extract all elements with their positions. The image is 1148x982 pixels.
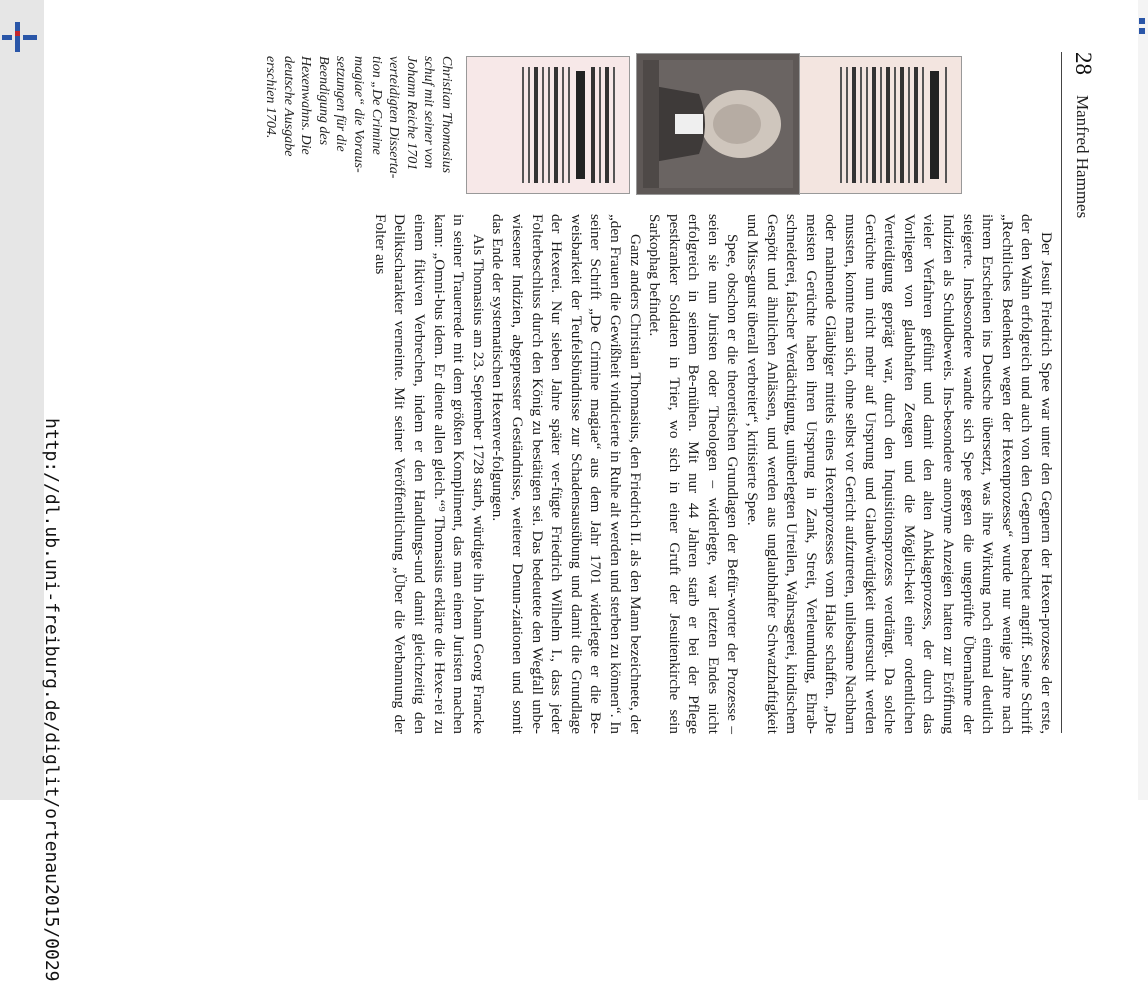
figure-portrait-thomasius xyxy=(636,53,800,195)
paragraph: Der Jesuit Friedrich Spee war unter den Gegnern der Hexen-prozesse der erste, der den Wahn erfolgreich und auch von den Gegnern beachtet angriff. Seine Schrift „Rechtliches Bedenken wegen der Hexenprozesse“ wurde nur wenige Jahre nach ihrem Erscheinen ins Deutsche übersetzt, was ihre Wirkung noch einmal deutlich steigerte. Insbesondere wandte sich Spee gegen die ungeprüfte Übernahme der Indizien als Schuldbeweis. Ins-besondere anonyme Anzeigen hatten zur Eröffnung vieler Verfahren geführt und damit den alten Anklageprozess, der durch das Vorliegen von glaubhaften Zeugen und die Möglich-keit einer ordentlichen Verteidigung geprägt war, durch den Inquisitionsprozess verdrängt. Da solche Gerüchte nun nicht mehr auf Ursprung und Glaubwürdigkeit untersucht werden mussten, konnte man sich, ohne selbst vor Gericht aufzutreten, unliebsame Nachbarn oder mahnende Gläubiger mittels eines Hexenprozesses vom Halse schaffen. „Die meisten Gerüchte haben ihren Ursprung in Zank, Streit, Verleumdung, Ehrab-schneiderei, falscher Verdächtigung, unüberlegten Urteilen, Wahrsagerei, kindischem Gespött und ähnlichen Anlässen, und werden aus unglaubhafter Schwatzhaftigkeit und Miss-gunst überall verbreitet“, kritisierte Spee. xyxy=(744,214,1055,734)
figure-caption: Christian Thomasius schuf mit seiner von Johann Reiche 1701 verteidigten Disserta-tion „De Crimine magiae“ die Voraus-setzungen für die Beendigung des Hexenwahns. Die deutsche Ausgabe erschien 1704. xyxy=(263,56,454,179)
source-url-link[interactable]: http://dl.ub.uni-freiburg.de/diglit/ortenau2015/0029 xyxy=(41,418,62,982)
paragraph: Spee, obschon er die theoretischen Grundlagen der Befür-worter der Prozesse – seien sie nun Juristen oder Theologen – widerlegte, war letzten Endes nicht erfolgreich in seinem Be-mühen. Mit nur 44 Jahren starb er bei der Pflege pestkranker Soldaten in Trier, wo sich in einer Gruft der Jesuitenkirche sein Sarkophag befindet. xyxy=(646,214,742,734)
page-number: 28 xyxy=(1071,52,1096,75)
figure-title-page-latin xyxy=(798,56,962,194)
scanned-page xyxy=(41,0,1148,982)
body-text xyxy=(370,214,1056,734)
paragraph: Ganz anders Christian Thomasius, den Friedrich II. als den Mann bezeichnete, der „den Frauen die Gewißheit vindicierte in Ruhe alt werden und sterben zu können“. In seiner Schrift „De Crimine magiae“ aus dem Jahr 1701 widerlegte er die Be-weisbarkeit der Teufelsbündnisse zur Schadensausübung und damit die Grundlage der Hexerei. Nur sieben Jahre später ver-fügte Friedrich Wilhelm I., dass jeder Folterbeschluss durch den König zu bestätigen sei. Das bedeutete den Wegfall unbe-wiesener Indizien, abgepresster Geständnisse, weiterer Denun-ziationen und somit das Ende der systematischen Hexenver-folgungen. xyxy=(489,214,644,734)
figure-title-page-german xyxy=(466,56,630,194)
left-margin-strip xyxy=(0,0,44,800)
header-rule xyxy=(1061,52,1062,733)
paragraph: Als Thomasius am 23. September 1728 starb, würdigte ihn Johann Georg Francke in seiner Trauerrede mit dem größten Kompliment, das man einem Juristen machen kann: „Omni-bus idem. Er diente allen gleich.“⁹ Thomasius erklärte die Hexe-rei zu einem fiktiven Verbrechen, indem er den Handlungs-und damit gleichzeitig den Deliktscharakter verneinte. Mit seiner Veröffentlichung „Über die Verbannung der Folter aus xyxy=(371,214,487,734)
library-logo-icon xyxy=(2,22,38,52)
running-head-author: Manfred Hammes xyxy=(1073,95,1092,219)
